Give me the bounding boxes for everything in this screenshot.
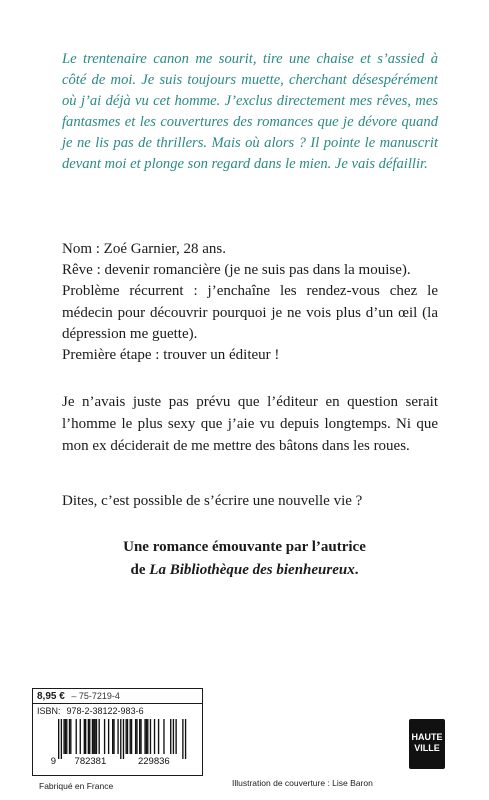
tagline-prefix: de [130,561,150,578]
isbn-row [33,703,202,716]
tagline-suffix: . [354,561,359,578]
barcode-bar [120,719,121,759]
barcode-bar [69,719,70,754]
profile-first-step: Première étape : trouver un éditeur ! [62,347,280,364]
barcode-bar [163,719,164,754]
barcode-bar [144,719,145,754]
closing-question: Dites, c’est possible de s’écrire une nouvelle vie ? [62,493,363,509]
barcode-bar [131,719,132,754]
barcode-digits: 9 [50,756,56,765]
price-barcode-box [32,688,203,791]
barcode-bar [170,719,171,754]
barcode-bar [61,719,62,759]
barcode-bar [112,719,113,754]
price: 8,95 € [37,691,65,702]
cover-illustration-credit: Illustration de couverture : Lise Baron [232,778,373,788]
barcode-digits: 782381 [74,756,107,765]
barcode-bar [93,719,94,754]
catalog-reference: – 75-7219-4 [71,691,120,701]
barcode-bar [139,719,140,754]
barcode-bar [88,719,89,754]
barcode-bar [99,719,100,754]
price-row [37,691,120,702]
barcode-bar [136,719,137,754]
barcode-bar [113,719,114,754]
barcode-bar [123,719,124,759]
profile-dream: Rêve : devenir romancière (je ne suis pas dans la mouise). [62,262,411,279]
barcode-bar [154,719,155,754]
barcode-bar [96,719,97,754]
publisher-logo [409,719,445,769]
barcode-bar [76,719,77,754]
barcode-bar [58,719,59,759]
barcode-bar [63,719,64,754]
barcode-bar [185,719,186,759]
barcode-bar [104,719,105,754]
profile-problem: Problème récurrent : j’enchaîne les rendez-vous chez le médecin pour découvrir pourquoi je ne vois plus d’un œil (la dépression me guette). [62,283,438,342]
made-in-label: Fabriqué en France [39,781,114,791]
barcode-bar [65,719,66,754]
barcode-bar [158,719,159,754]
barcode-bar [94,719,95,754]
tagline-line-1: Une romance émouvante par l’autrice [123,539,366,555]
barcode-bar [173,719,174,754]
barcode-bar [147,719,148,754]
plot-twist-paragraph: Je n’avais juste pas prévu que l’éditeur en question serait l’homme le plus sexy que j’aie vu depuis longtemps. Ni que mon ex déciderait de me mettre des bâtons dans les roues. [62,394,438,454]
barcode-bar [130,719,131,754]
barcode-bar [89,719,90,754]
character-profile [62,239,438,366]
barcode-bar [117,719,118,754]
barcode-bar [66,719,67,754]
barcode-digits: 229836 [137,756,170,765]
barcode-bar [135,719,136,754]
teaser-excerpt: Le trentenaire canon me sourit, tire une chaise et s’assied à côté de moi. Je suis toujours muette, cherchant désespérément où j’ai déjà vu cet homme. J’exclus directement mes rêves, mes fantasmes et les couvertures des romances que je dévore quand je ne lis pas de thrillers. Mais où alors ? Il pointe le manuscrit devant moi et plonge son regard dans le mien. Je vais défaillir. [62,51,438,173]
logo-line-1: HAUTE [411,732,443,742]
tagline-line-2 [40,559,449,582]
ean-barcode [47,719,191,765]
barcode-bar [80,719,81,754]
barcode-bar [146,719,147,754]
barcode-bar [92,719,93,754]
profile-name: Nom : Zoé Garnier, 28 ans. [62,241,226,257]
barcode-bar [175,719,176,754]
author-tagline [40,536,449,581]
barcode-bar [84,719,85,754]
barcode-bar [150,719,151,754]
barcode-bar [85,719,86,754]
logo-line-2: VILLE [414,743,440,753]
barcode-bar [182,719,183,759]
barcode-bar [140,719,141,754]
barcode-bar [126,719,127,754]
isbn-number: 978-2-38122-983-6 [66,706,144,716]
previous-book-title: La Bibliothèque des bienheureux [149,561,355,578]
barcode-bar [127,719,128,754]
barcode-bar [70,719,71,754]
barcode-bar [108,719,109,754]
isbn-label: ISBN: [37,706,61,716]
